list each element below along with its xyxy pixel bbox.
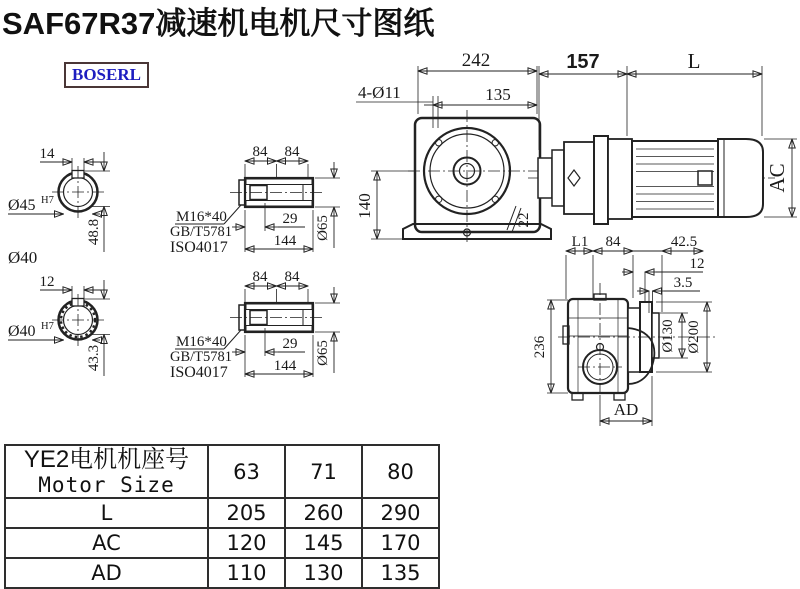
dim-motor-dia: AC xyxy=(765,163,789,193)
dim-key-width-2: 12 xyxy=(39,274,55,290)
dim-side-l1: L1 xyxy=(571,234,589,250)
table-header-row xyxy=(5,445,439,498)
dim-sleeve1-seg-b: 84 xyxy=(284,144,300,160)
dim-sleeve1-total: 144 xyxy=(273,233,297,249)
label-bolt-holes: 4-Ø11 xyxy=(358,83,401,102)
sleeve1-std-iso: ISO4017 xyxy=(170,239,228,256)
sleeve-section-view-1 xyxy=(170,144,340,256)
sleeve1-std-gb: GB/T5781 xyxy=(170,224,233,240)
sleeve-section-view-2 xyxy=(170,269,340,381)
dim-bore-2: Ø40 xyxy=(8,323,36,340)
gearbox-front-view xyxy=(355,50,551,245)
row-label-AC: AC xyxy=(5,528,208,558)
dim-motor-adapter: 157 xyxy=(566,51,600,73)
table-header-cn: YE2电机机座号 xyxy=(23,445,190,473)
dim-sleeve2-thread-len: 29 xyxy=(282,336,298,352)
cell-L-80: 290 xyxy=(362,498,439,528)
shaft-bore-view-1 xyxy=(8,146,110,267)
table-col-63: 63 xyxy=(208,445,285,498)
table-row-AD xyxy=(5,558,439,588)
dim-bore-tol-2: H7 xyxy=(41,321,54,332)
cell-AD-80: 135 xyxy=(362,558,439,588)
cell-AD-71: 130 xyxy=(285,558,362,588)
table-col-71: 71 xyxy=(285,445,362,498)
cell-AC-80: 170 xyxy=(362,528,439,558)
dim-key-depth-2: 43.3 xyxy=(86,344,102,372)
dim-front-pitch: 135 xyxy=(485,85,511,104)
sleeve2-bolt-spec: M16*40 xyxy=(176,334,227,350)
table-header-en: Motor Size xyxy=(38,472,175,497)
dim-sleeve2-dia: Ø65 xyxy=(315,340,331,366)
dim-sleeve2-seg-b: 84 xyxy=(284,269,300,285)
dim-key-depth-1: 48.8 xyxy=(86,218,102,246)
gearbox-side-view xyxy=(532,234,716,426)
dim-side-height: 236 xyxy=(532,335,548,359)
dim-side-42: 42.5 xyxy=(670,234,698,250)
row-label-AD: AD xyxy=(5,558,208,588)
dim-bore-1: Ø45 xyxy=(8,197,36,214)
brand-logo: BOSERL xyxy=(64,62,149,88)
dim-sleeve1-dia: Ø65 xyxy=(315,215,331,241)
table-header-motor-size xyxy=(5,445,208,498)
dim-sleeve1-thread-len: 29 xyxy=(282,211,298,227)
cell-AC-63: 120 xyxy=(208,528,285,558)
dim-front-foot: 22 xyxy=(516,212,532,228)
row-label-L: L xyxy=(5,498,208,528)
sleeve2-std-gb: GB/T5781 xyxy=(170,349,233,365)
dim-bore-tol-1: H7 xyxy=(41,195,54,206)
motor-size-table xyxy=(4,444,440,589)
dim-sleeve1-seg-a: 84 xyxy=(252,144,268,160)
dim-side-84: 84 xyxy=(605,234,621,250)
cell-L-71: 260 xyxy=(285,498,362,528)
sleeve2-std-iso: ISO4017 xyxy=(170,364,228,381)
dim-side-spigot: Ø130 xyxy=(660,319,676,353)
dim-side-35: 3.5 xyxy=(673,275,693,291)
dim-front-height: 140 xyxy=(355,193,374,219)
page-title: SAF67R37减速机电机尺寸图纸 xyxy=(2,6,435,41)
dim-key-width-1: 14 xyxy=(39,146,55,162)
dim-motor-length: L xyxy=(687,49,701,73)
dim-sleeve2-total: 144 xyxy=(273,358,297,374)
cell-L-63: 205 xyxy=(208,498,285,528)
dim-side-base: AD xyxy=(613,400,639,419)
cell-AD-63: 110 xyxy=(208,558,285,588)
table-col-80: 80 xyxy=(362,445,439,498)
table-row-L xyxy=(5,498,439,528)
dim-front-width: 242 xyxy=(461,50,491,71)
dim-side-flange: Ø200 xyxy=(686,320,702,354)
shaft-bore-view-2 xyxy=(8,274,110,376)
dim-side-12: 12 xyxy=(689,256,705,272)
dim-sleeve2-seg-a: 84 xyxy=(252,269,268,285)
shaft-outer-note: Ø40 xyxy=(8,248,38,267)
sleeve1-bolt-spec: M16*40 xyxy=(176,209,227,225)
table-row-AC xyxy=(5,528,439,558)
cell-AC-71: 145 xyxy=(285,528,362,558)
motor-assembly-view xyxy=(528,49,797,224)
